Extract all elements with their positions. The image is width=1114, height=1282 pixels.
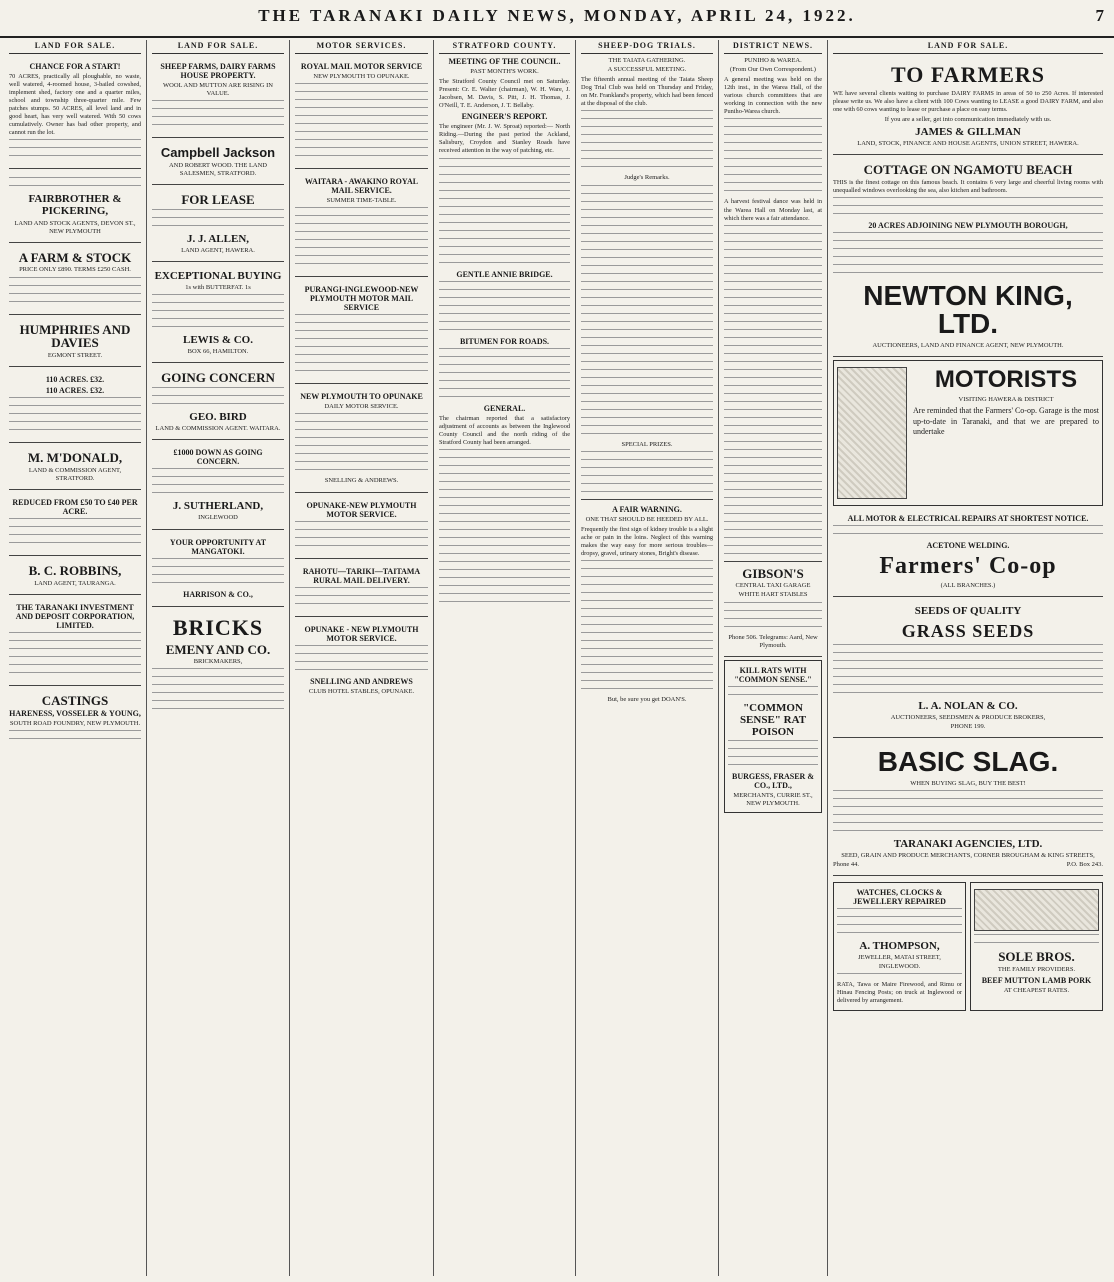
ad-footer: CLUB HOTEL STABLES, OPUNAKE. bbox=[308, 687, 415, 695]
illustration bbox=[974, 889, 1099, 931]
ad-sole-bros bbox=[970, 882, 1103, 1010]
ad-motorists bbox=[833, 360, 1103, 506]
ad-subheading: LAND & COMMISSION AGENT, STRATFORD. bbox=[28, 466, 122, 482]
ad-subheading: DAILY MOTOR SERVICE. bbox=[324, 403, 399, 411]
ad-heading: KILL RATS WITH "COMMON SENSE." bbox=[734, 665, 812, 684]
ad-reduced bbox=[9, 493, 141, 556]
ad-company: SNELLING AND ANDREWS bbox=[310, 676, 413, 686]
ad-thompson bbox=[833, 882, 966, 1010]
ad-subheading: SUMMER TIME-TABLE. bbox=[326, 197, 397, 205]
ad-line: WOOL AND MUTTON ARE RISING IN VALUE. bbox=[163, 82, 273, 98]
ad-sheep-farms bbox=[152, 57, 284, 138]
ad-heading: BRICKS bbox=[172, 614, 264, 640]
column-6 bbox=[719, 40, 828, 1276]
bottom-ads bbox=[833, 879, 1103, 1013]
ad-heading: Campbell Jackson bbox=[160, 145, 276, 161]
ad-robbins bbox=[9, 559, 141, 595]
ad-line: AT CHEAPEST RATES. bbox=[1003, 987, 1070, 995]
ad-agent-sub: LAND & COMMISSION AGENT. WAITARA. bbox=[155, 425, 281, 433]
ad-heading: OPUNAKE-NEW PLYMOUTH MOTOR SERVICE. bbox=[306, 500, 417, 519]
ad-np-opunake bbox=[295, 387, 428, 492]
ad-subheading: THE FAMILY PROVIDERS. bbox=[997, 966, 1076, 974]
ad-heading: THE TARANAKI INVESTMENT AND DEPOSIT CORPORATION, LIMITED. bbox=[15, 602, 135, 630]
ad-opunake-motor bbox=[295, 620, 428, 702]
ad-subheading: LAND AGENT, TAURANGA. bbox=[34, 579, 116, 587]
article-subheading: THE TAIATA GATHERING. bbox=[608, 57, 686, 64]
ad-subheading: ONE THAT SHOULD BE HEEDED BY ALL. bbox=[585, 515, 709, 523]
ad-cottage bbox=[833, 158, 1103, 357]
ad-body: 70 ACRES, practically all ploughable, no waste, well watered, 4-roomed house, 3-bailed cowshed, implement shed, factory one and a quarter miles, school and township three-quarter mile. Few patches stumps. 50 ACRES, all level land and in good heart, has very well watered. With 50 cows cumulatively. Owner has bad other property, and cannot run the lot. bbox=[9, 73, 141, 137]
section-heading: Judge's Remarks. bbox=[624, 174, 670, 182]
ad-heading: A FAIR WARNING. bbox=[612, 504, 682, 514]
ad-heading: PURANGI-INGLEWOOD-NEW PLYMOUTH MOTOR MAIL SERVICE bbox=[304, 285, 419, 313]
ad-company: L. A. NOLAN & CO. bbox=[918, 699, 1018, 712]
ad-heading: A FARM & STOCK bbox=[18, 249, 132, 265]
article-body: A harvest festival dance was held in the Warea Hall on Monday last, at which there was a fair attendance. bbox=[724, 198, 822, 222]
ad-heading: FAIRBROTHER & PICKERING, bbox=[28, 193, 122, 218]
ad-body: RATA, Tawa or Maire Firewood, and Rimu or Hinau Fencing Posts; on truck at Inglewood or delivered by arrangement. bbox=[837, 980, 962, 1004]
ad-line: ACETONE WELDING. bbox=[926, 541, 1010, 551]
ad-campbell-jackson bbox=[152, 141, 284, 185]
column-header: STRATFORD COUNTY. bbox=[439, 40, 570, 54]
ad-company: TARANAKI AGENCIES, LTD. bbox=[893, 838, 1043, 851]
ad-waitara-awakino bbox=[295, 172, 428, 277]
ad-heading: GIBSON'S bbox=[742, 565, 804, 581]
article-body: The chairman reported that a satisfactory adjustment of accounts as between the Inglewood County Council and the north riding of the Stratford County had been arranged. bbox=[439, 414, 570, 446]
ad-company-sub: MERCHANTS, CURRIE ST., NEW PLYMOUTH. bbox=[733, 792, 813, 808]
ad-heading: YOUR OPPORTUNITY AT MANGATOKI. bbox=[169, 537, 267, 556]
ad-subheading: NEW PLYMOUTH TO OPUNAKE. bbox=[313, 73, 410, 80]
ad-gibsons bbox=[724, 561, 822, 657]
ad-footer: But, be sure you get DOAN'S. bbox=[607, 696, 687, 703]
ad-110-acres bbox=[9, 370, 141, 443]
ad-heading: TO FARMERS bbox=[890, 62, 1046, 87]
ad-farm-stock bbox=[9, 246, 141, 315]
ad-company: NEWTON KING, LTD. bbox=[863, 280, 1073, 340]
ad-company-sub: AUCTIONEERS, SEEDSMEN & PRODUCE BROKERS, bbox=[890, 713, 1046, 721]
ad-castings bbox=[9, 689, 141, 752]
ad-heading: 110 ACRES. £32. bbox=[45, 385, 105, 395]
ad-body: THIS is the finest cottage on this famous beach. It contains 6 very large and cheerful living rooms with unequalled windows overlooking the sea, also kitchen and bathroom. bbox=[833, 179, 1103, 195]
ad-mdonald bbox=[9, 446, 141, 490]
ad-subheading: CENTRAL TAXI GARAGE bbox=[735, 582, 811, 590]
section-heading: SPECIAL PRIZES. bbox=[621, 440, 673, 448]
ad-rahotu bbox=[295, 562, 428, 617]
column-header: LAND FOR SALE. bbox=[9, 40, 141, 54]
ad-mangatoki bbox=[152, 533, 284, 607]
section-heading: ENGINEER'S REPORT. bbox=[461, 112, 548, 122]
section-heading: GENTLE ANNIE BRIDGE. bbox=[456, 269, 553, 279]
ad-subheading: 20 ACRES ADJOINING NEW PLYMOUTH BOROUGH, bbox=[868, 221, 1068, 231]
article-subheading: A SUCCESSFUL MEETING. bbox=[607, 66, 687, 74]
column-header: LAND FOR SALE. bbox=[833, 40, 1103, 54]
ad-subheading: HARENESS, VOSSELER & YOUNG, bbox=[9, 709, 141, 719]
ad-purangi bbox=[295, 280, 428, 384]
ad-company-sub: SEED, GRAIN AND PRODUCE MERCHANTS, CORNER BROUGHAM & KING STREETS, bbox=[841, 852, 1095, 860]
ad-subheading: WHITE HART STABLES bbox=[738, 591, 808, 599]
ad-heading: REDUCED FROM £50 TO £40 PER ACRE. bbox=[12, 497, 138, 516]
ad-heading: EXCEPTIONAL BUYING bbox=[154, 270, 282, 282]
masthead bbox=[0, 0, 1114, 38]
ad-heading: M. M'DONALD, bbox=[27, 449, 123, 465]
ad-company-sub: BRICKMAKERS, bbox=[193, 658, 243, 666]
column-header: SHEEP-DOG TRIALS. bbox=[581, 40, 713, 54]
columns bbox=[4, 40, 1108, 1276]
ad-heading: SEEDS OF QUALITY bbox=[914, 605, 1022, 618]
column-7 bbox=[828, 40, 1108, 1276]
column-header: LAND FOR SALE. bbox=[152, 40, 284, 54]
article-subheading: PAST MONTH'S WORK. bbox=[470, 68, 539, 75]
ad-company-sub: AUCTIONEERS, LAND AND FINANCE AGENT, NEW PLYMOUTH. bbox=[872, 342, 1064, 350]
ad-heading: COTTAGE ON NGAMOTU BEACH bbox=[863, 162, 1073, 178]
ad-signature: SNELLING & ANDREWS. bbox=[324, 477, 399, 485]
article-byline: (From Our Own Correspondent.) bbox=[730, 66, 816, 74]
ad-body: WE have several clients waiting to purchase DAIRY FARMS in areas of 50 to 250 Acres. If interested please write us. We also have a client with 100 Cows wanting to LEASE a good DAIRY FARM, and also one with 60 cows wanting to lease or purchase a place on easy terms. bbox=[833, 90, 1103, 114]
ad-heading: CHANCE FOR A START! bbox=[29, 62, 121, 71]
ad-product: "COMMON SENSE" RAT POISON bbox=[739, 701, 807, 738]
ad-subheading: AND ROBERT WOOD. THE LAND SALESMEN, STRATFORD. bbox=[168, 161, 267, 178]
ad-subheading: LAND AND STOCK AGENTS, DEVON ST., NEW PLYMOUTH bbox=[14, 219, 136, 235]
ad-fair-warning bbox=[581, 499, 713, 710]
ad-heading: WAITARA - AWAKINO ROYAL MAIL SERVICE. bbox=[304, 177, 419, 196]
ad-heading: B. C. ROBBINS, bbox=[28, 562, 122, 578]
ad-heading: RAHOTU—TARIKI—TAITAMA RURAL MAIL DELIVERY. bbox=[302, 566, 421, 585]
ad-company-sub: (ALL BRANCHES.) bbox=[940, 582, 996, 590]
ad-agent: GEO. BIRD bbox=[189, 411, 247, 424]
ad-company: BURGESS, FRASER & CO., LTD., bbox=[731, 772, 814, 791]
article-body: The engineer (Mr. J. W. Sproat) reported:— North Riding.—During the past period the Ackland, Salisbury, Croydon and Stanley Roads have received attention in the way of patching, etc. bbox=[439, 123, 570, 155]
ad-subheading: WHEN BUYING SLAG, BUY THE BEST! bbox=[910, 779, 1026, 787]
ad-rat-poison bbox=[724, 660, 822, 814]
article-heading: MEETING OF THE COUNCIL. bbox=[448, 57, 561, 66]
ad-agent-sub: BOX 66, HAMILTON. bbox=[187, 348, 249, 356]
ad-heading: SOLE BROS. bbox=[998, 949, 1075, 965]
section-heading: BITUMEN FOR ROADS. bbox=[459, 336, 550, 346]
ad-exceptional bbox=[152, 265, 284, 363]
column-header: MOTOR SERVICES. bbox=[295, 40, 428, 54]
ad-fairbrother bbox=[9, 172, 141, 242]
ad-phone: PHONE 199. bbox=[950, 722, 986, 730]
ad-chance bbox=[9, 57, 141, 169]
ad-company-sub: LAND, STOCK, FINANCE AND HOUSE AGENTS, UNION STREET, HAWERA. bbox=[857, 140, 1079, 148]
column-3 bbox=[290, 40, 434, 1276]
column-2 bbox=[147, 40, 290, 1276]
ad-heading: NEW PLYMOUTH TO OPUNAKE bbox=[300, 392, 423, 402]
ad-line: 1s with BUTTERFAT. 1s bbox=[185, 284, 251, 292]
ad-heading: ROYAL MAIL MOTOR SERVICE bbox=[300, 62, 423, 71]
ad-heading: £1000 DOWN AS GOING CONCERN. bbox=[173, 448, 263, 467]
ad-agent: J. J. ALLEN, bbox=[186, 232, 250, 245]
ad-agent: LEWIS & CO. bbox=[183, 334, 253, 347]
article-body: The fifteenth annual meeting of the Taiata Sheep Dog Trial Club was held on Thursday and Friday, on Mr. Frankland's property, which had been fenced at the disposal of the club. bbox=[581, 76, 713, 108]
ad-royal-mail bbox=[295, 57, 428, 169]
ad-body: Are reminded that the Farmers' Co-op. Garage is the most up-to-date in Taranaki, and that we are prepared to undertake bbox=[913, 406, 1099, 436]
ad-for-lease bbox=[152, 188, 284, 262]
ad-po-box: P.O. Box 243. bbox=[1066, 861, 1103, 869]
ad-subheading: VISITING HAWERA & DISTRICT bbox=[958, 396, 1054, 404]
ad-heading: FOR LEASE bbox=[181, 192, 255, 208]
article-body: The Stratford County Council met on Saturday. Present: Cr. E. Walter (chairman), W. H. Ware, J. Jacobsen, M. Davis, S. Pitt, J. H. Thomas, J. O'Neill, T. E. Anderson, J. T. Bellaby. bbox=[439, 78, 570, 110]
ad-company-sub: JEWELLER, MATAI STREET, INGLEWOOD. bbox=[858, 954, 941, 970]
ad-body: SOUTH ROAD FOUNDRY, NEW PLYMOUTH. bbox=[9, 720, 141, 728]
ad-heading: BASIC SLAG. bbox=[877, 745, 1059, 777]
ad-humphries bbox=[9, 318, 141, 367]
ad-price: PRICE ONLY £890. TERMS £250 CASH. bbox=[19, 266, 131, 274]
column-header: DISTRICT NEWS. bbox=[724, 40, 822, 54]
ad-heading: CASTINGS bbox=[41, 692, 109, 708]
ad-note: If you are a seller, get into communication immediately with us. bbox=[884, 116, 1052, 124]
ad-heading: GOING CONCERN bbox=[161, 370, 275, 386]
ad-phone: Phone 506. Telegrams: Aard, New Plymouth. bbox=[728, 633, 818, 649]
ad-seeds bbox=[833, 600, 1103, 737]
ad-investment bbox=[9, 598, 141, 686]
ad-subheading: EGMONT STREET. bbox=[47, 351, 103, 359]
column-4 bbox=[434, 40, 576, 1276]
ad-coop bbox=[833, 509, 1103, 597]
ad-agent: HARRISON & CO., bbox=[183, 589, 253, 599]
ad-body: Frequently the first sign of kidney trouble is a slight ache or pain in the loins. Neglect of this warning makes the way easy for more serious troubles—dropsy, gravel, urinary stones, Bright's disease. bbox=[581, 525, 713, 557]
ad-opunake-np bbox=[295, 496, 428, 559]
ad-heading: MOTORISTS bbox=[934, 366, 1078, 394]
ad-agent-sub: INGLEWOOD bbox=[198, 514, 238, 522]
ad-company: EMENY AND CO. bbox=[165, 641, 271, 657]
ad-agent-sub: LAND AGENT, HAWERA. bbox=[181, 246, 255, 254]
ad-heading: SHEEP FARMS, DAIRY FARMS HOUSE PROPERTY. bbox=[160, 62, 276, 80]
ad-1000-down bbox=[152, 443, 284, 529]
ad-basic-slag bbox=[833, 741, 1103, 876]
ad-company: A. THOMPSON, bbox=[859, 940, 940, 953]
ad-phone: Phone 44. bbox=[833, 861, 859, 869]
page-number: 7 bbox=[1095, 6, 1104, 25]
ad-product: BEEF MUTTON LAMB PORK bbox=[981, 976, 1092, 986]
ad-heading: WATCHES, CLOCKS & JEWELLERY REPAIRED bbox=[853, 888, 946, 907]
ad-agent: J. SUTHERLAND, bbox=[172, 500, 264, 513]
ad-company: Farmers' Co-op bbox=[879, 553, 1057, 580]
column-1 bbox=[4, 40, 147, 1276]
ad-line: ALL MOTOR & ELECTRICAL REPAIRS AT SHORTEST NOTICE. bbox=[847, 514, 1089, 524]
ad-heading: HUMPHRIES AND DAVIES bbox=[19, 321, 131, 351]
ad-bricks bbox=[152, 610, 284, 722]
article-subheading: PUNIHO & WAREA. bbox=[744, 57, 802, 64]
column-5 bbox=[576, 40, 719, 1276]
ad-product: GRASS SEEDS bbox=[901, 620, 1035, 641]
ad-heading: OPUNAKE - NEW PLYMOUTH MOTOR SERVICE. bbox=[304, 624, 419, 643]
ad-company: JAMES & GILLMAN bbox=[915, 126, 1021, 139]
ad-to-farmers bbox=[833, 57, 1103, 155]
section-heading: GENERAL. bbox=[483, 403, 526, 413]
illustration bbox=[837, 364, 907, 502]
ad-going-concern bbox=[152, 366, 284, 440]
masthead-title: THE TARANAKI DAILY NEWS, MONDAY, APRIL 24, 1922. bbox=[258, 6, 856, 25]
ad-heading: 110 ACRES. £32. bbox=[45, 374, 105, 384]
article-body: A general meeting was held on the 12th inst., in the Warea Hall, of the various church committees that are working in connection with the new Puniho-Warea church. bbox=[724, 76, 822, 116]
